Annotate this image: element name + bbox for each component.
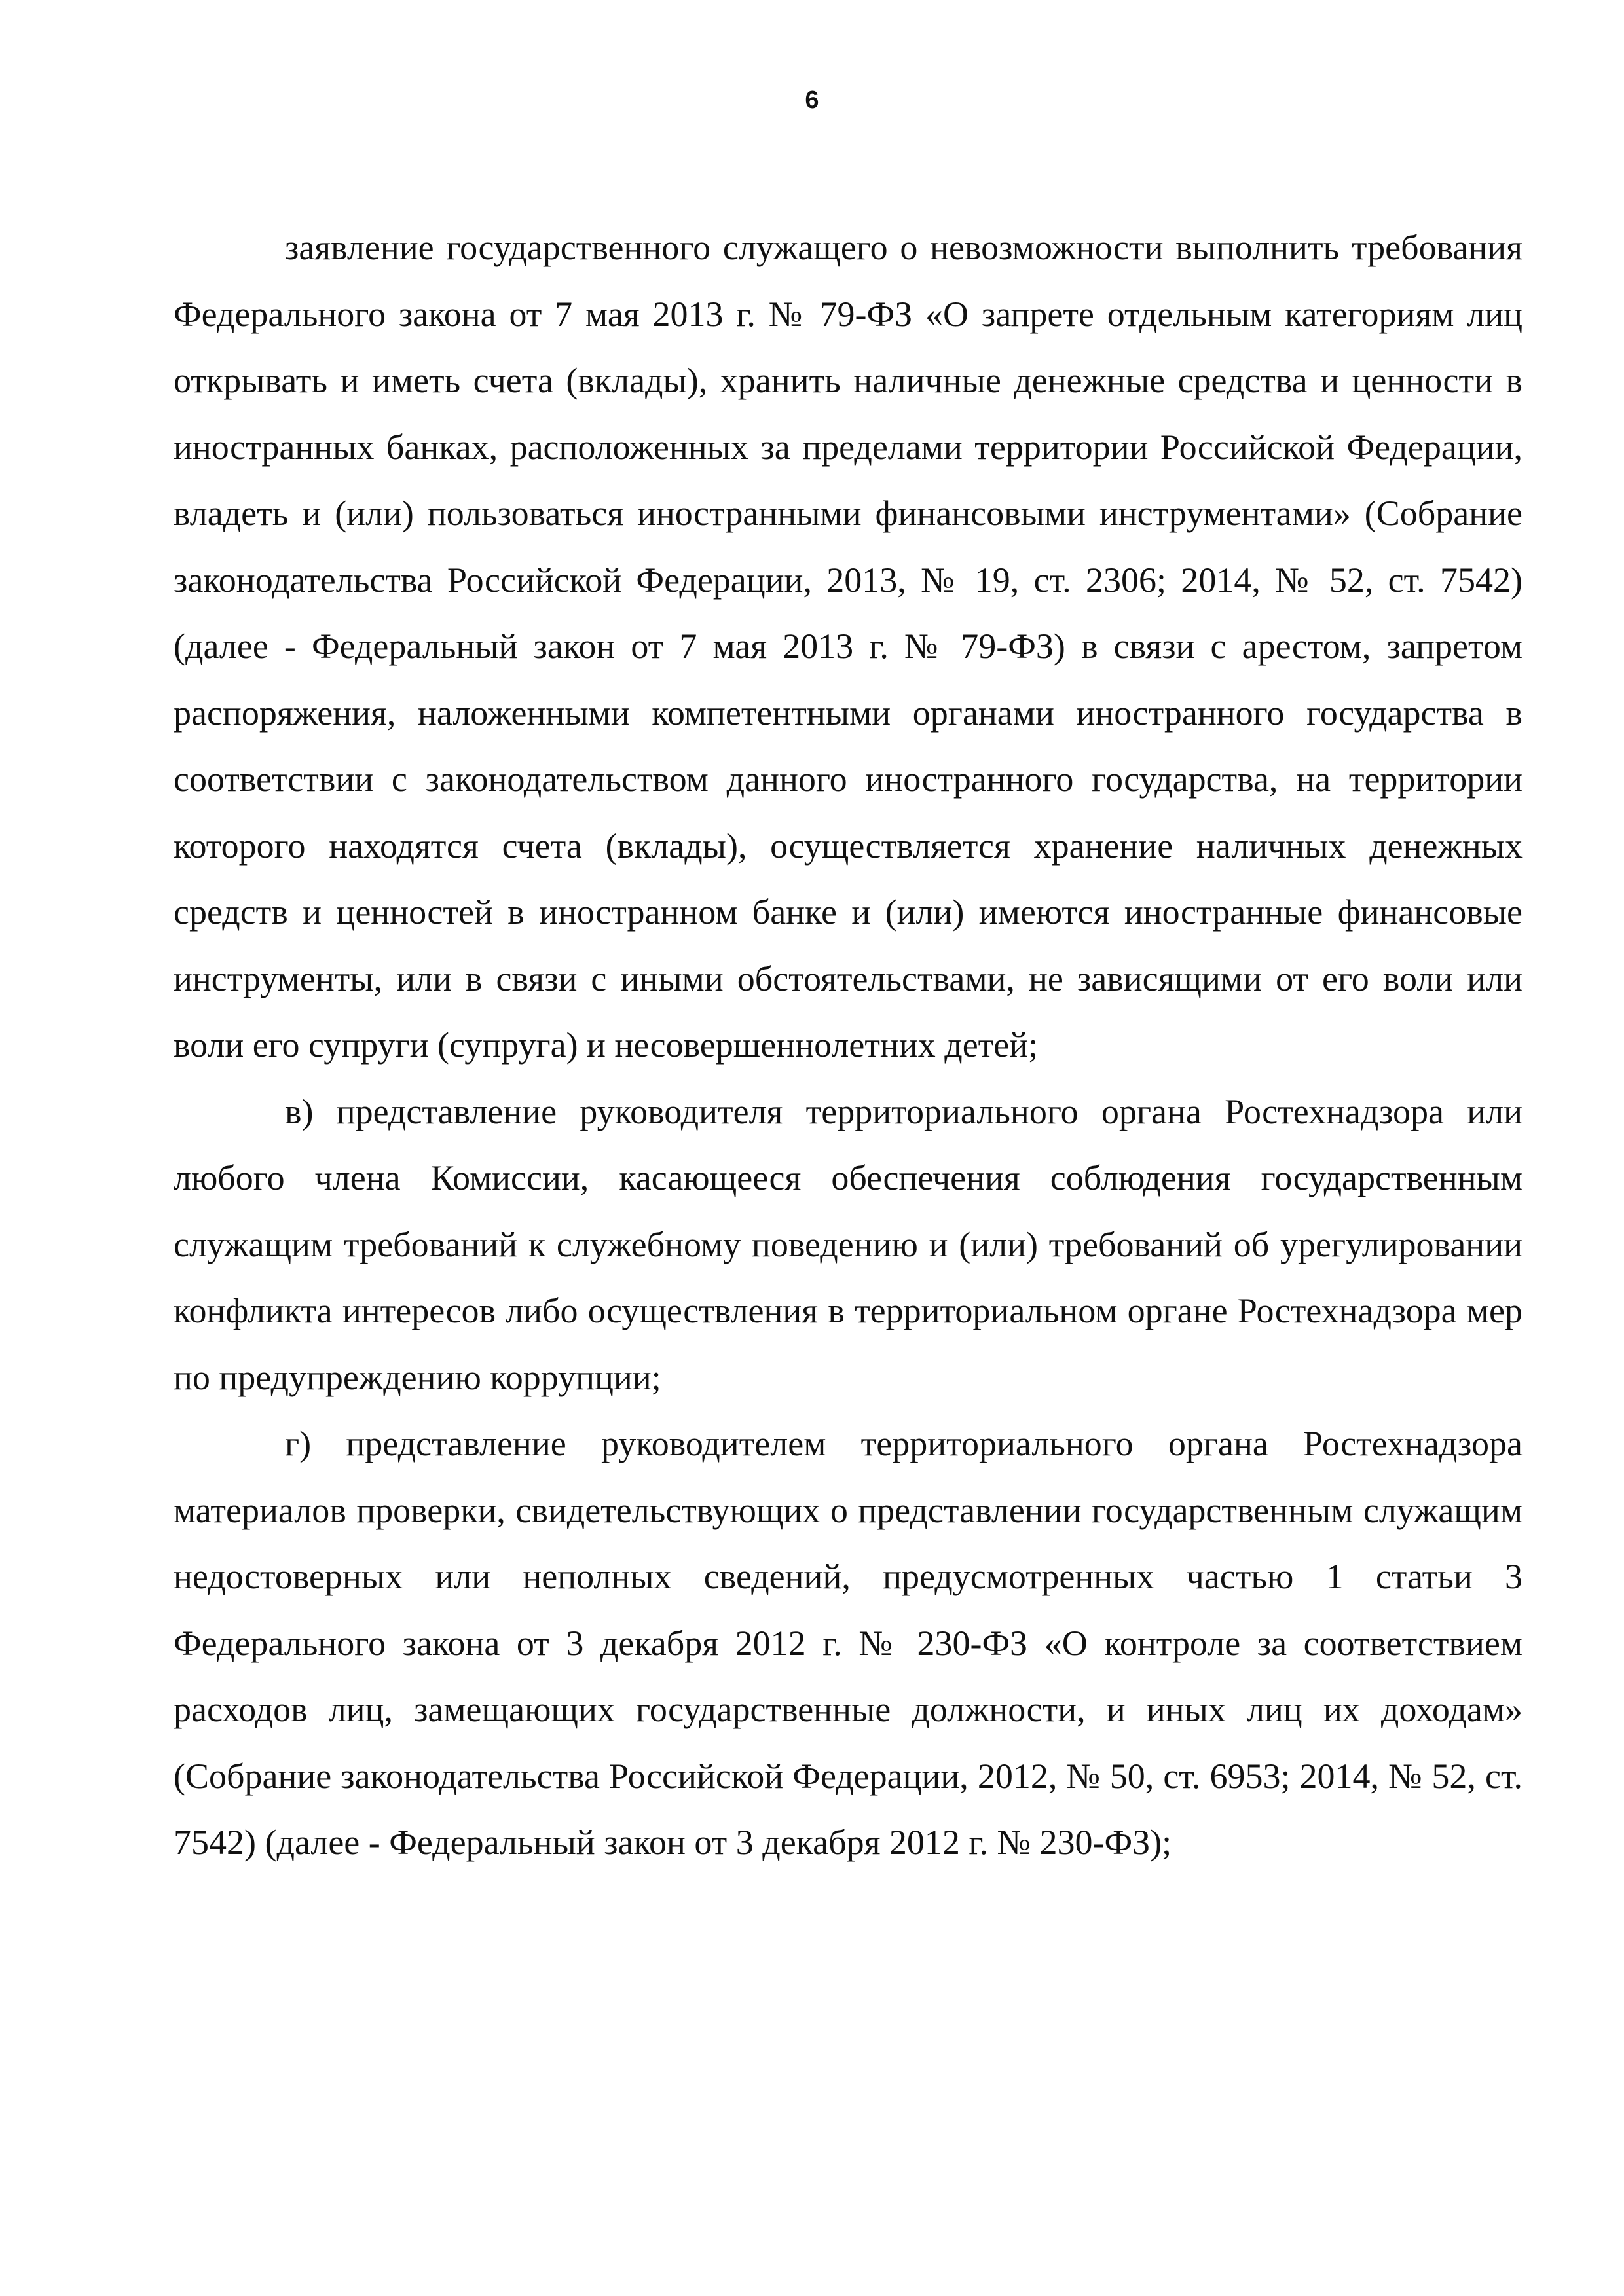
paragraph-item-g: г) представление руководителем территориального органа Ростехнадзора материалов проверки, свидетельствующих о представлении государственным служащим недостоверных или неполных сведений, предусмотренных частью 1 статьи 3 Федерального закона от 3 декабря 2012 г. № 230-ФЗ «О контроле за соответствием расходов лиц, замещающих государственные должности, и иных лиц их доходам» (Собрание законодательства Российской Федерации, 2012, № 50, ст. 6953; 2014, № 52, ст. 7542) (далее - Федеральный закон от 3 декабря 2012 г. № 230-ФЗ);	[174, 1424, 1522, 1862]
document-body	[174, 215, 1522, 1876]
paragraph-item-v: в) представление руководителя территориального органа Ростехнадзора или любого члена Комиссии, касающееся обеспечения соблюдения государственным служащим требований к служебному поведению и (или) требований об урегулировании конфликта интересов либо осуществления в территориальном органе Ростехнадзора мер по предупреждению коррупции;	[174, 1091, 1522, 1397]
page-number: 6	[805, 86, 819, 114]
paragraph-statement: заявление государственного служащего о невозможности выполнить требования Федерального закона от 7 мая 2013 г. № 79-ФЗ «О запрете отдельным категориям лиц открывать и иметь счета (вклады), хранить наличные денежные средства и ценности в иностранных банках, расположенных за пределами территории Российской Федерации, владеть и (или) пользоваться иностранными финансовыми инструментами» (Собрание законодательства Российской Федерации, 2013, № 19, ст. 2306; 2014, № 52, ст. 7542) (далее - Федеральный закон от 7 мая 2013 г. № 79-ФЗ) в связи с арестом, запретом распоряжения, наложенными компетентными органами иностранного государства в соответствии с законодательством данного иностранного государства, на территории которого находятся счета (вклады), осуществляется хранение наличных денежных средств и ценностей в иностранном банке и (или) имеются иностранные финансовые инструменты, или в связи с иными обстоятельствами, не зависящими от его воли или воли его супруги (супруга) и несовершеннолетних детей;	[174, 228, 1522, 1065]
